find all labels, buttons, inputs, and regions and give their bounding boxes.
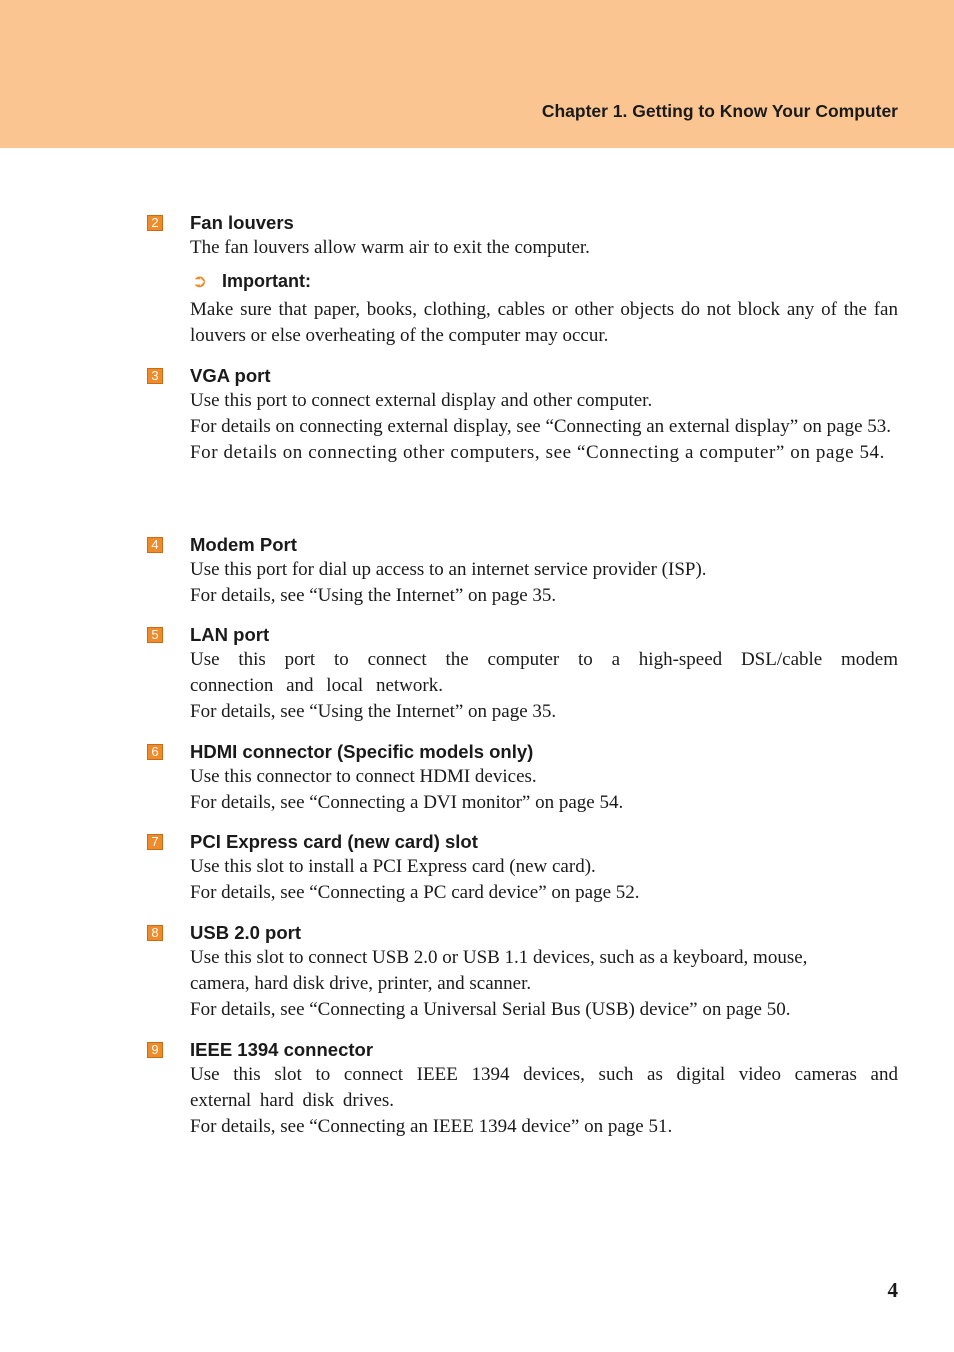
number-badge: 6 xyxy=(147,744,163,760)
number-badge: 8 xyxy=(147,925,163,941)
note-text-block xyxy=(190,297,898,349)
item-title: HDMI connector (Specific models only) xyxy=(190,741,534,762)
number-badge: 7 xyxy=(147,834,163,850)
number-badge: 5 xyxy=(147,627,163,643)
number-badge: 3 xyxy=(147,368,163,384)
item-description xyxy=(190,647,898,725)
number-badge: 9 xyxy=(147,1042,163,1058)
description-line: For details, see “Connecting a Universal Serial Bus (USB) device” on page 50. xyxy=(190,999,791,1020)
item-title: USB 2.0 port xyxy=(190,922,302,943)
description-line: Use this connector to connect HDMI devices. xyxy=(190,766,537,787)
description-line: Use this slot to connect IEEE 1394 devices, such as digital video cameras and external hard disk drives. xyxy=(190,1064,898,1111)
item-description xyxy=(190,1062,898,1140)
description-line: Use this slot to install a PCI Express card (new card). xyxy=(190,856,596,877)
description-line: Use this port for dial up access to an internet service provider (ISP). xyxy=(190,559,707,580)
item-title: LAN port xyxy=(190,624,270,645)
item-title: VGA port xyxy=(190,365,271,386)
page-number: 4 xyxy=(887,1278,898,1302)
item-description xyxy=(190,764,898,816)
item-description xyxy=(190,854,898,906)
number-badge: 4 xyxy=(147,537,163,553)
description-line: For details, see “Connecting a PC card device” on page 52. xyxy=(190,882,640,903)
description-line: For details, see “Connecting a DVI monitor” on page 54. xyxy=(190,792,624,813)
description-line: Use this slot to connect USB 2.0 or USB 1.1 devices, such as a keyboard, mouse, camera, hard disk drive, printer, and scanner. xyxy=(190,947,808,994)
description-line: For details, see “Using the Internet” on page 35. xyxy=(190,585,557,606)
header-band xyxy=(0,0,954,148)
chapter-title: Chapter 1. Getting to Know Your Computer xyxy=(541,101,898,121)
arrow-right-icon: ➲ xyxy=(192,271,208,291)
description-line: Use this port to connect external display and other computer. xyxy=(190,390,653,411)
item-description xyxy=(190,388,898,466)
item-description xyxy=(190,557,898,609)
description-line: For details on connecting other computers, see “Connecting a computer” on page 54. xyxy=(190,442,886,463)
description-line: For details, see “Using the Internet” on page 35. xyxy=(190,701,557,722)
description-line: For details on connecting external display, see “Connecting an external display” on page 53. xyxy=(190,416,892,437)
item-description xyxy=(190,945,898,1023)
item-title: Fan louvers xyxy=(190,212,294,233)
item-description xyxy=(190,235,898,261)
description-line: The fan louvers allow warm air to exit the computer. xyxy=(190,237,590,258)
item-title: Modem Port xyxy=(190,534,297,555)
note-text: Make sure that paper, books, clothing, cables or other objects do not block any of the fan louvers or else overheating of the computer may occur. xyxy=(190,299,898,346)
description-line: Use this port to connect the computer to a high-speed DSL/cable modem connection and local network. xyxy=(190,649,898,696)
item-title: PCI Express card (new card) slot xyxy=(190,831,478,852)
number-badge: 2 xyxy=(147,215,163,231)
item-title: IEEE 1394 connector xyxy=(190,1039,374,1060)
description-line: For details, see “Connecting an IEEE 1394 device” on page 51. xyxy=(190,1116,673,1137)
note-label: Important: xyxy=(222,271,311,291)
